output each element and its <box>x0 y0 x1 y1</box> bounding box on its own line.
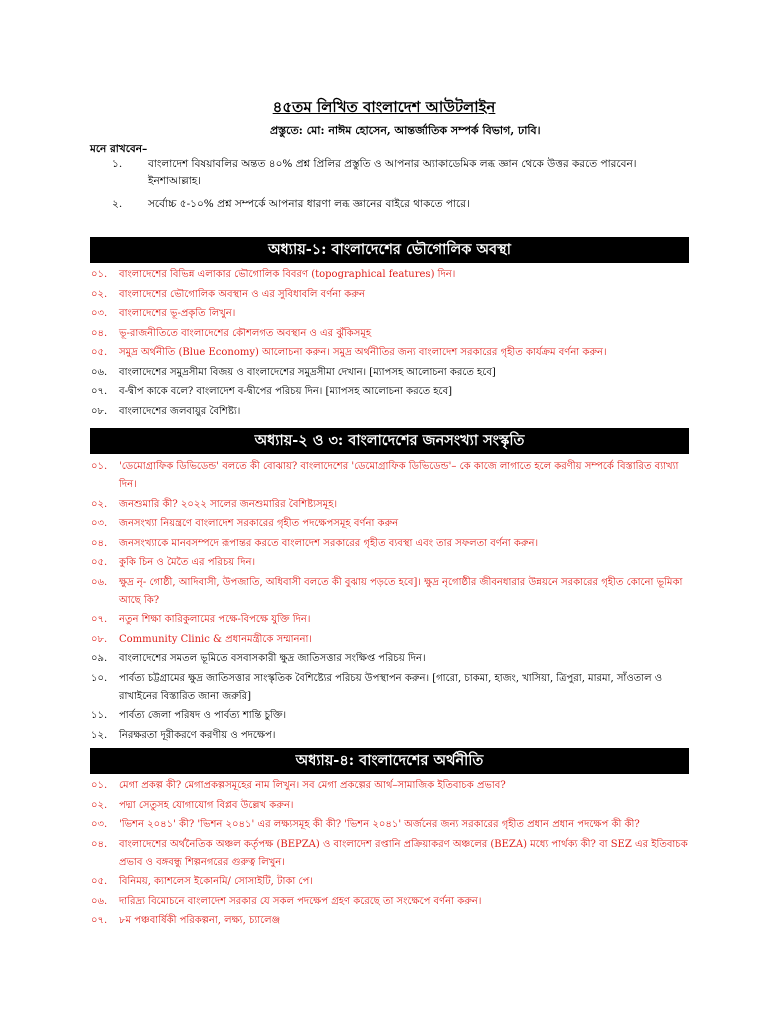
question-item <box>91 458 691 494</box>
question-number: ০৬. <box>91 895 108 907</box>
question-text: ক্ষুদ্র নৃ- গোষ্ঠী, আদিবাসী, উপজাতি, অধিবাসী বলতে কী বুঝায় পড়তে হবে]। ক্ষুদ্র নৃগোষ্ঠীর জীবনধারার উন্নয়নে সরকারের গৃহীত কোনো ভূমিকা আছে কি? <box>119 576 683 606</box>
question-item <box>91 286 691 304</box>
chapter-heading-3: অধ্যায়-৪: বাংলাদেশের অর্থনীতি <box>90 748 689 774</box>
question-number: ০৫. <box>91 557 108 568</box>
question-number: ০৩. <box>91 819 108 830</box>
question-number: ১২. <box>91 729 108 741</box>
question-text: 'ভিশন ২০৪১' কী? 'ভিশন ২০৪১' এর লক্ষ্যসমূহ কী কী? 'ভিশন ২০৪১' অর্জনের জন্য সরকারের গৃহীত প্রধান প্রধান পদক্ষেপ কী কী? <box>119 819 640 830</box>
question-text: সমুদ্র অর্থনীতি (Blue Economy) আলোচনা করুন। সমুদ্র অর্থনীতির জন্য বাংলাদেশ সরকারের গৃহীত কার্যক্রম বর্ণনা করুন। <box>119 347 607 358</box>
question-number: ০৭. <box>91 386 108 397</box>
question-item <box>91 344 691 362</box>
question-item <box>91 631 691 649</box>
question-item <box>91 325 691 343</box>
question-number: ০৭. <box>91 915 108 926</box>
question-number: ১০. <box>91 672 108 684</box>
question-number: ০২. <box>91 799 108 811</box>
question-text: নিরক্ষরতা দূরীকরণে করণীয় ও পদক্ষেপ। <box>119 729 276 741</box>
question-number: ১১. <box>91 710 108 721</box>
chapter-2-questions <box>91 458 691 746</box>
note-text: সর্বোচ্চ ৫-১০% প্রশ্ন সম্পর্কে আপনার ধারণা লব্ধ জ্ঞানের বাইরে থাকতে পারে। <box>148 198 470 210</box>
question-number: ০৪. <box>91 327 108 339</box>
question-number: ০২. <box>91 288 108 300</box>
question-text: মেগা প্রকল্প কী? মেগাপ্রকল্পসমূহের নাম লিখুন। সব মেগা প্রকল্পের আর্থ–সামাজিক ইতিবাচক প্রভাব? <box>119 780 506 791</box>
question-text: পদ্মা সেতুসহ যোগাযোগ বিপ্লব উল্লেখ করুন। <box>119 799 294 811</box>
question-item <box>91 670 691 706</box>
question-text: বাংলাদেশের অর্থনৈতিক অঞ্চল কর্তৃপক্ষ (BEPZA) ও বাংলাদেশ রপ্তানি প্রক্রিয়াকরণ অঞ্চলের (BEZA) মধ্যে পার্থক্য কী? বা SEZ এর ইতিবাচক প্রভাব ও বঙ্গবন্ধু শিল্পনগরের গুরুত্ব লিখুন। <box>119 838 688 868</box>
question-text: জনসংখ্যা নিয়ন্ত্রণে বাংলাদেশ সরকারের গৃহীত পদক্ষেপসমূহ বর্ণনা করুন <box>119 518 399 529</box>
question-text: কুকি চিন ও মৈতৈ এর পরিচয় দিন। <box>119 557 256 568</box>
question-item <box>91 515 691 533</box>
question-text: জনশুমারি কী? ২০২২ সালের জনশুমারির বৈশিষ্ট্যসমূহ। <box>119 498 338 510</box>
question-item <box>91 383 691 401</box>
chapter-1-questions <box>91 266 691 422</box>
question-item <box>91 574 691 610</box>
question-text: বাংলাদেশের সমতল ভূমিতে বসবাসকারী ক্ষুদ্র জাতিসত্তার সংক্ষিপ্ত পরিচয় দিন। <box>119 653 426 664</box>
question-text: পার্বত্য জেলা পরিষদ ও পার্বত্য শান্তি চুক্তি। <box>119 710 287 721</box>
note-text: বাংলাদেশ বিষয়াবলির অন্তত ৪০% প্রশ্ন প্রিলির প্রস্তুতি ও আপনার অ্যাকাডেমিক লব্ধ জ্ঞান থেকে উত্তর করতে পারবেন। ইনশাআল্লাহ। <box>148 158 637 187</box>
question-number: ০৬. <box>91 576 108 588</box>
question-number: ০৩. <box>91 518 108 529</box>
question-item <box>91 650 691 668</box>
author-byline: প্রস্তুতে: মো: নাঈম হোসেন, আন্তর্জাতিক সম্পর্ক বিভাগ, ঢাবি। <box>270 124 541 137</box>
question-item <box>91 777 691 795</box>
question-text: নতুন শিক্ষা কারিকুলামের পক্ষে-বিপক্ষে যুক্তি দিন। <box>119 614 311 625</box>
question-text: Community Clinic & প্রধানমন্ত্রীকে সম্মাননা। <box>119 633 312 645</box>
question-item <box>91 403 691 421</box>
question-item <box>91 893 691 911</box>
question-item <box>91 266 691 284</box>
question-text: বিনিময়, ক্যাশলেস ইকোনমি/ সোসাইটি, টাকা পে। <box>119 876 313 887</box>
question-item <box>91 797 691 815</box>
question-number: ০৫. <box>91 876 108 887</box>
question-item <box>91 727 691 745</box>
question-number: ০৯. <box>91 653 108 664</box>
question-text: 'ডেমোগ্রাফিক ডিভিডেন্ড' বলতে কী বোঝায়? বাংলাদেশের 'ডেমোগ্রাফিক ডিভিডেন্ড'– কে কাজে লাগাতে হলে করণীয় সম্পর্কে বিস্তারিত ব্যাখ্যা দিন। <box>119 461 679 490</box>
question-text: বাংলাদেশের ভূ-প্রকৃতি লিখুন। <box>119 308 236 319</box>
question-number: ০৫. <box>91 347 108 358</box>
question-item <box>91 496 691 514</box>
question-item <box>91 305 691 323</box>
question-text: দারিদ্র্য বিমোচনে বাংলাদেশ সরকার যে সকল পদক্ষেপ গ্রহণ করেছে তা সংক্ষেপে বর্ণনা করুন। <box>119 895 482 907</box>
question-text: ভূ-রাজনীতিতে বাংলাদেশের কৌশলগত অবস্থান ও এর ঝুঁকিসমূহ <box>119 327 372 339</box>
question-text: ব-দ্বীপ কাকে বলে? বাংলাদেশ ব-দ্বীপের পরিচয় দিন। [ম্যাপসহ আলোচনা করতে হবে] <box>119 386 453 397</box>
question-number: ০৩. <box>91 308 108 319</box>
question-text: ৮ম পঞ্চবার্ষিকী পরিকল্পনা, লক্ষ্য, চ্যালেঞ্জ <box>119 915 281 926</box>
question-item <box>91 707 691 725</box>
chapter-3-questions <box>91 777 691 932</box>
page-title: ৪৫তম লিখিত বাংলাদেশ আউটলাইন <box>272 98 496 116</box>
question-number: ০৪. <box>91 838 108 850</box>
remember-label: মনে রাখবেন– <box>90 143 148 155</box>
notes-list <box>112 156 687 219</box>
question-number: ০২. <box>91 498 108 510</box>
question-text: বাংলাদেশের সমুদ্রসীমা বিজয় ও বাংলাদেশের সমুদ্রসীমা দেখান। [ম্যাপসহ আলোচনা করতে হবে] <box>119 366 496 378</box>
question-number: ০৭. <box>91 614 108 625</box>
question-item <box>91 836 691 872</box>
chapter-heading-1: অধ্যায়-১: বাংলাদেশের ভৌগোলিক অবস্থা <box>90 237 689 263</box>
note-item <box>112 156 687 190</box>
question-number: ০১. <box>91 461 108 472</box>
question-item <box>91 535 691 553</box>
question-item <box>91 912 691 930</box>
question-number: ০৬. <box>91 366 108 378</box>
question-number: ০৮. <box>91 405 108 417</box>
question-item <box>91 554 691 572</box>
chapter-heading-2: অধ্যায়-২ ও ৩: বাংলাদেশের জনসংখ্যা সংস্কৃতি <box>90 428 689 454</box>
question-item <box>91 816 691 834</box>
question-item <box>91 873 691 891</box>
question-item <box>91 364 691 382</box>
question-item <box>91 611 691 629</box>
question-text: বাংলাদেশের জলবায়ুর বৈশিষ্ট্য। <box>119 405 241 417</box>
question-text: বাংলাদেশের বিভিন্ন এলাকার ভৌগোলিক বিবরণ (topographical features) দিন। <box>119 269 456 280</box>
note-number: ২. <box>112 198 123 210</box>
question-number: ০১. <box>91 780 108 791</box>
note-number: ১. <box>112 158 123 170</box>
question-text: বাংলাদেশের ভৌগোলিক অবস্থান ও এর সুবিধাবলি বর্ণনা করুন <box>119 288 365 300</box>
question-text: পার্বত্য চট্টগ্রামের ক্ষুদ্র জাতিসত্তার সাংস্কৃতিক বৈশিষ্ট্যের পরিচয় উপস্থাপন করুন। [গারো, চাকমা, হাজং, খাসিয়া, ত্রিপুরা, মারমা, সাঁওতাল ও রাখাইনের বিস্তারিত জানা জরুরি] <box>119 672 663 702</box>
question-number: ০৮. <box>91 633 108 645</box>
question-text: জনসংখ্যাকে মানবসম্পদে রূপান্তর করতে বাংলাদেশ সরকারের গৃহীত ব্যবস্থা এবং তার সফলতা বর্ণনা করুন। <box>119 537 539 549</box>
question-number: ০১. <box>91 269 108 280</box>
note-item <box>112 196 687 213</box>
question-number: ০৪. <box>91 537 108 549</box>
